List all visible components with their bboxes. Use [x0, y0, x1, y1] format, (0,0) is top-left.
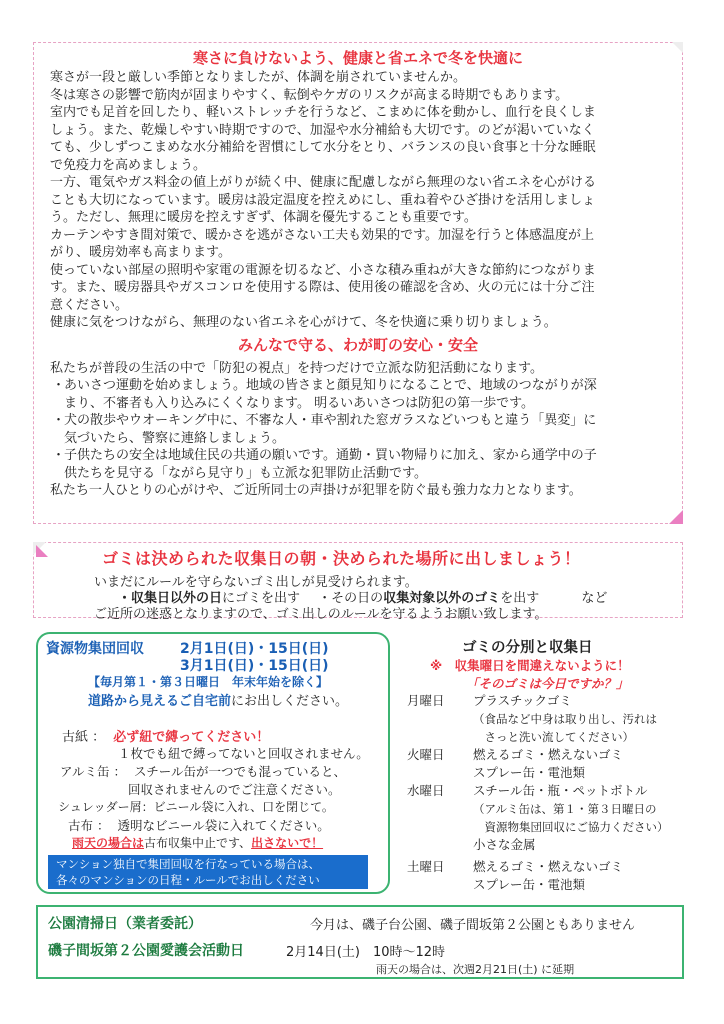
- schedule-row: [407, 782, 669, 800]
- bullet-mark: ・: [52, 378, 66, 393]
- garbage-notice-line: ご近所の迷惑となりますので、ゴミ出しのルールを守るようお願い致します。: [94, 607, 548, 622]
- recycling-title: 資源物集団回収: [46, 641, 144, 657]
- weekday-label: [407, 818, 473, 836]
- rule-item-2-text: ・その日の: [318, 591, 384, 606]
- schedule-row: [407, 764, 669, 782]
- shredder-rule: シュレッダー屑：ビニール袋に入れ、口を閉じて。: [58, 800, 334, 814]
- recycling-box: [36, 632, 390, 894]
- rule-item-2-tail: を出す: [500, 591, 540, 606]
- paper-warning: 必ず紐で縛ってください！: [113, 730, 270, 745]
- park-care-label: 磯子間坂第２公園愛護会活動日: [48, 943, 244, 959]
- section1-line: カーテンやすき間対策で、暖かさを逃がさない工夫も効果的です。加湿を行うと体感温度が上: [50, 227, 595, 243]
- weekday-item: スプレー缶・電池類: [473, 877, 586, 892]
- weekday-item: 燃えるゴミ・燃えないゴミ: [473, 859, 624, 874]
- paper-note: １枚でも紐で縛ってないと回収されません。: [118, 746, 369, 761]
- section1-line: しょう。また、乾燥しやすい時期ですので、加湿や水分補給も大切です。のどが渇いていなく: [50, 122, 595, 138]
- schedule-row: [407, 746, 669, 764]
- weekday-item: （アルミ缶は、第１・第３日曜日の: [473, 802, 657, 816]
- recycling-place-bold: 道路から見えるご自宅前: [88, 694, 232, 709]
- section1-line: 使っていない部屋の照明や家電の電源を切るなど、小さな積み重ねが大きな節約につながりま: [50, 262, 596, 278]
- recycling-place-text: にお出しください。: [231, 694, 349, 709]
- section1-line: 一方、電気やガス料金の値上がりが続く中、健康に配慮しながら無理のない省エネを心がける: [50, 175, 597, 190]
- article-box: [33, 42, 683, 524]
- recycling-date-mar: 3月1日(日)・15日(日): [180, 658, 329, 674]
- bullet-item: [34, 377, 682, 412]
- weekday-label: 水曜日: [407, 783, 445, 798]
- section1-title: 寒さに負けないよう、健康と省エネで冬を快適に: [192, 49, 523, 67]
- schedule-row: [407, 728, 669, 746]
- section1-line: 寒さが一段と厳しい季節となりましたが、体調を崩されていませんか。: [50, 70, 467, 85]
- corner-triangle: [36, 545, 48, 557]
- can-text: スチール缶が一つでも混っていると、: [133, 764, 346, 779]
- paper-rule: [62, 726, 269, 745]
- can-label: アルミ缶 ：: [60, 764, 126, 779]
- can-text-2: 回収されませんのでご注意ください。: [128, 782, 341, 797]
- bullet-item: [34, 447, 682, 482]
- park-box: [36, 905, 684, 979]
- section1-line: で免疫力を高めましょう。: [50, 157, 207, 173]
- bullet-line: 子供たちの安全は地域住民の共通の願いです。通勤・買い物帰りに加え、家から通学中の子: [64, 448, 597, 463]
- weekday-item: スチール缶・瓶・ペットボトル: [473, 783, 648, 798]
- rain-bold: 雨天の場合は: [72, 836, 145, 850]
- section2-intro: 私たちが普段の生活の中で「防犯の視点」を持つだけで立派な防犯活動になります。: [50, 360, 543, 376]
- bullet-item: [34, 412, 682, 447]
- weekday-label: [407, 876, 473, 894]
- section1-line: 健康に気をつけながら、無理のない省エネを心がけて、冬を快適に乗り切りましょう。: [50, 315, 557, 330]
- section1-body: [34, 69, 682, 332]
- schedule-row: [407, 710, 669, 728]
- recycling-place: [88, 690, 348, 709]
- section1-line: ことも大切になっています。暖房は設定温度を控えめにし、重ね着やひざ掛けを活用しましょ: [50, 192, 595, 208]
- section1-line: 意ください。: [50, 297, 129, 313]
- cloth-rule: [68, 816, 330, 834]
- section1-line: 室内でも足首を回したり、軽いストレッチを行うなど、こまめに体を動かし、血行を良くしま: [50, 105, 596, 120]
- mansion-notice: [48, 855, 368, 889]
- weekday-label: [407, 836, 473, 854]
- section2-closing: 私たち一人ひとりの心がけや、ご近所同士の声掛けが犯罪を防ぐ最も強力な力となります。: [50, 483, 582, 498]
- park-cleaning-text: 今月は、磯子台公園、磯子間坂第２公園ともありません: [310, 918, 636, 933]
- sorting-subtitle: 「そのゴミは今日ですか？」: [466, 676, 629, 691]
- bullet-line: 犬の散歩やウオーキング中に、不審な人・車や割れた窓ガラスなどいつもと違う「異変」に: [64, 413, 597, 428]
- rain-text: 古布収集中止です、: [144, 836, 252, 850]
- garbage-notice-line: いまだにルールを守らないゴミ出しが見受けられます。: [94, 575, 418, 590]
- schedule-row: [407, 800, 669, 818]
- weekday-label: [407, 764, 473, 782]
- weekday-label: [407, 728, 473, 746]
- schedule-row: [407, 692, 669, 710]
- sorting-schedule: [407, 692, 669, 894]
- paper-label: 古紙 ：: [62, 730, 106, 745]
- bullet-line: 供たちを見守る「ながら見守り」も立派な犯罪防止活動です。: [64, 465, 427, 481]
- section1-line: 冬は寒さの影響で筋肉が固まりやすく、転倒やケガのリスクが高まる時期でもあります。: [50, 87, 569, 103]
- rain-notice: [72, 834, 323, 851]
- weekday-item: （食品など中身は取り出し、汚れは: [473, 712, 657, 726]
- rule-item-1-text: にゴミを出す: [222, 591, 301, 606]
- section1-line: う。ただし、無理に暖房を控えすぎず、体調を優先することも重要です。: [50, 210, 477, 225]
- section1-line: す。また、暖房器具やガスコンロを使用する際は、使用後の確認を含め、火の元には十分ご注: [50, 280, 595, 295]
- schedule-row: [407, 858, 669, 876]
- schedule-row: [407, 818, 669, 836]
- can-rule: [60, 762, 346, 780]
- sorting-title: ゴミの分別と収集日: [462, 640, 593, 656]
- schedule-row: [407, 836, 669, 854]
- park-care-note: 雨天の場合は、次週2月21日(土) に延期: [376, 963, 575, 976]
- bullet-line: あいさつ運動を始めましょう。地域の皆さまと顔見知りになることで、地域のつながりが深: [64, 378, 597, 393]
- section1-line: ても、少しずつこまめな水分補給を習慣にして水分をとり、バランスの良い食事と十分な睡眠: [50, 140, 596, 155]
- corner-fold: [672, 42, 683, 53]
- rule-item-2-bold: 収集対象以外のゴミ: [383, 591, 501, 606]
- corner-triangle: [669, 510, 683, 524]
- weekday-label: 月曜日: [407, 693, 445, 708]
- rule-item-1-bold: ・収集日以外の日: [118, 591, 223, 606]
- weekday-item: 燃えるゴミ・燃えないゴミ: [473, 747, 624, 762]
- sorting-warning: ※ 収集曜日を間違えないように！: [430, 658, 630, 673]
- bullet-line: 気づいたら、警察に連絡しましょう。: [64, 430, 286, 446]
- weekday-item: プラスチックゴミ: [473, 693, 572, 708]
- cloth-label: 古布 ：: [68, 818, 110, 833]
- recycling-date-feb: 2月1日(日)・15日(日): [180, 641, 329, 657]
- weekday-label: [407, 710, 473, 728]
- mansion-line: マンション独自で集団回収を行なっている場合は、: [56, 857, 320, 871]
- bullet-mark: ・: [52, 448, 66, 463]
- park-cleaning-label: 公園清掃日（業者委託）: [48, 916, 202, 932]
- garbage-notice-title: ゴミは決められた収集日の朝・決められた場所に出しましょう！: [102, 549, 581, 568]
- mansion-line: 各々のマンションの日程・ルールでお出しください: [56, 873, 320, 887]
- cloth-text: 透明なビニール袋に入れてください。: [117, 818, 330, 833]
- section2-title: みんなで守る、わが町の安心・安全: [237, 335, 478, 354]
- bullet-mark: ・: [52, 413, 66, 428]
- weekday-item: スプレー缶・電池類: [473, 765, 586, 780]
- garbage-notice-box: [33, 542, 683, 622]
- bullet-line: まり、不審者も入り込みにくくなります。 明るいあいさつは防犯の第一歩です。: [64, 395, 535, 411]
- rain-warning: 出さないで！: [251, 836, 324, 850]
- weekday-item: さっと洗い流してください）: [473, 730, 634, 744]
- weekday-item: 資源物集団回収にご協力ください）: [473, 820, 669, 834]
- section1-line: がり、暖房効率も高まります。: [50, 245, 231, 260]
- schedule-row: [407, 876, 669, 894]
- weekday-label: [407, 800, 473, 818]
- rule-item-etc: など: [581, 591, 608, 606]
- park-care-date: 2月14日(土) 10時～12時: [286, 945, 446, 960]
- recycling-schedule-note: 【毎月第１・第３日曜日 年末年始を除く】: [88, 675, 329, 689]
- weekday-label: 土曜日: [407, 859, 445, 874]
- weekday-label: 火曜日: [407, 747, 445, 762]
- weekday-item: 小さな金属: [473, 837, 536, 852]
